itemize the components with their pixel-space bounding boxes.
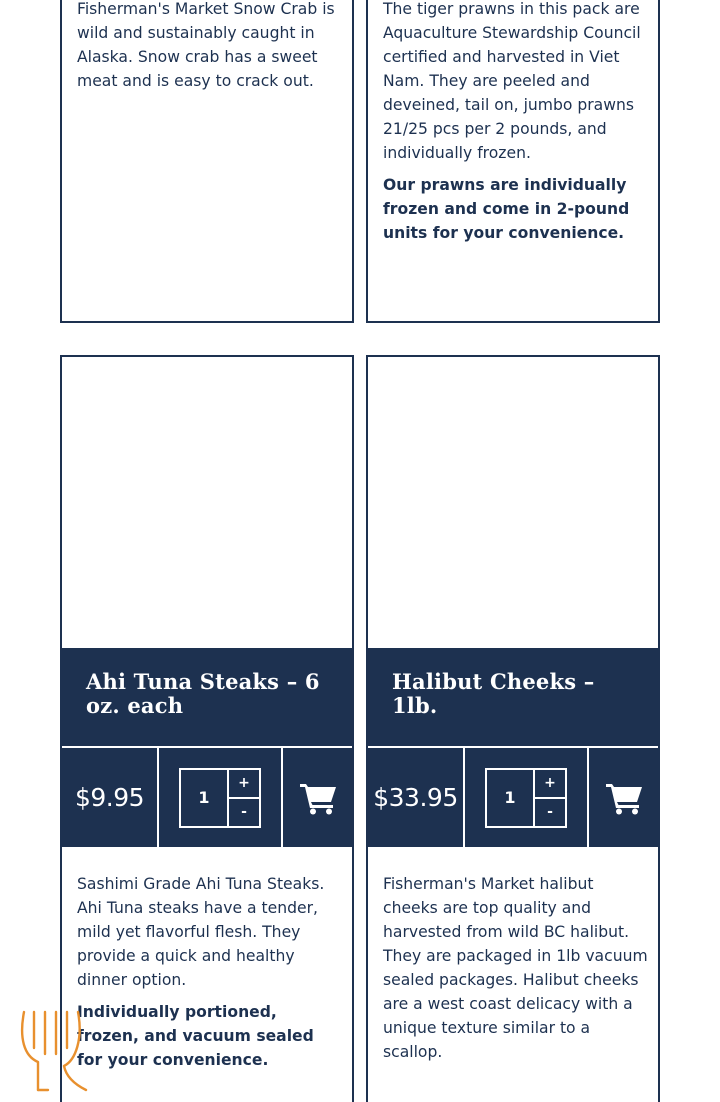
- product-card-halibut-cheeks: [366, 355, 660, 1102]
- decrease-quantity-button[interactable]: -: [547, 804, 553, 820]
- product-image[interactable]: [62, 357, 352, 648]
- increase-quantity-button[interactable]: +: [535, 770, 565, 799]
- quantity-buttons: [535, 770, 565, 826]
- product-price: $9.95: [62, 748, 159, 847]
- product-card-snow-crab: [60, 0, 354, 323]
- cart-icon: [299, 781, 337, 815]
- product-price: $33.95: [368, 748, 465, 847]
- cart-icon: [605, 781, 643, 815]
- product-title[interactable]: Halibut Cheeks – 1lb.: [392, 669, 595, 718]
- quantity-buttons: [229, 770, 259, 826]
- add-to-cart-button[interactable]: [283, 748, 352, 847]
- buy-row: [368, 746, 658, 847]
- product-card-ahi-tuna: [60, 355, 354, 1102]
- description-paragraph: Fisherman's Market Snow Crab is wild and sustainably caught in Alaska. Snow crab has a sweet meat and is easy to crack out.: [77, 0, 335, 90]
- quantity-input[interactable]: 1: [487, 770, 535, 826]
- description-highlight: Our prawns are individually frozen and come in 2-pound units for your convenience.: [383, 176, 630, 242]
- product-title-band: [368, 648, 658, 746]
- product-description: [383, 0, 650, 253]
- product-description: [77, 0, 344, 101]
- increase-quantity-button[interactable]: +: [229, 770, 259, 799]
- quantity-input[interactable]: 1: [181, 770, 229, 826]
- product-title[interactable]: Ahi Tuna Steaks – 6 oz. each: [86, 669, 320, 718]
- product-image[interactable]: [368, 357, 658, 648]
- fork-logo-icon[interactable]: [16, 1008, 90, 1094]
- product-description: [383, 872, 650, 1072]
- quantity-box: [485, 768, 567, 828]
- description-paragraph: The tiger prawns in this pack are Aquaculture Stewardship Council certified and harvested in Viet Nam. They are peeled and deveined, tail on, jumbo prawns 21/25 pcs per 2 pounds, and individually frozen.: [383, 0, 641, 162]
- description-paragraph: Sashimi Grade Ahi Tuna Steaks. Ahi Tuna steaks have a tender, mild yet flavorful flesh. They provide a quick and healthy dinner option.: [77, 875, 325, 989]
- quantity-stepper: [159, 748, 283, 847]
- add-to-cart-button[interactable]: [589, 748, 658, 847]
- product-description: [77, 872, 344, 1080]
- quantity-stepper: [465, 748, 589, 847]
- quantity-box: [179, 768, 261, 828]
- product-card-tiger-prawns: [366, 0, 660, 323]
- description-highlight: Individually portioned, frozen, and vacuum sealed for your convenience.: [77, 1003, 314, 1069]
- description-paragraph: Fisherman's Market halibut cheeks are top quality and harvested from wild BC halibut. They are packaged in 1lb vacuum sealed packages. Halibut cheeks are a west coast delicacy with a unique texture similar to a scallop.: [383, 875, 648, 1061]
- buy-row: [62, 746, 352, 847]
- product-title-band: [62, 648, 352, 746]
- decrease-quantity-button[interactable]: -: [241, 804, 247, 820]
